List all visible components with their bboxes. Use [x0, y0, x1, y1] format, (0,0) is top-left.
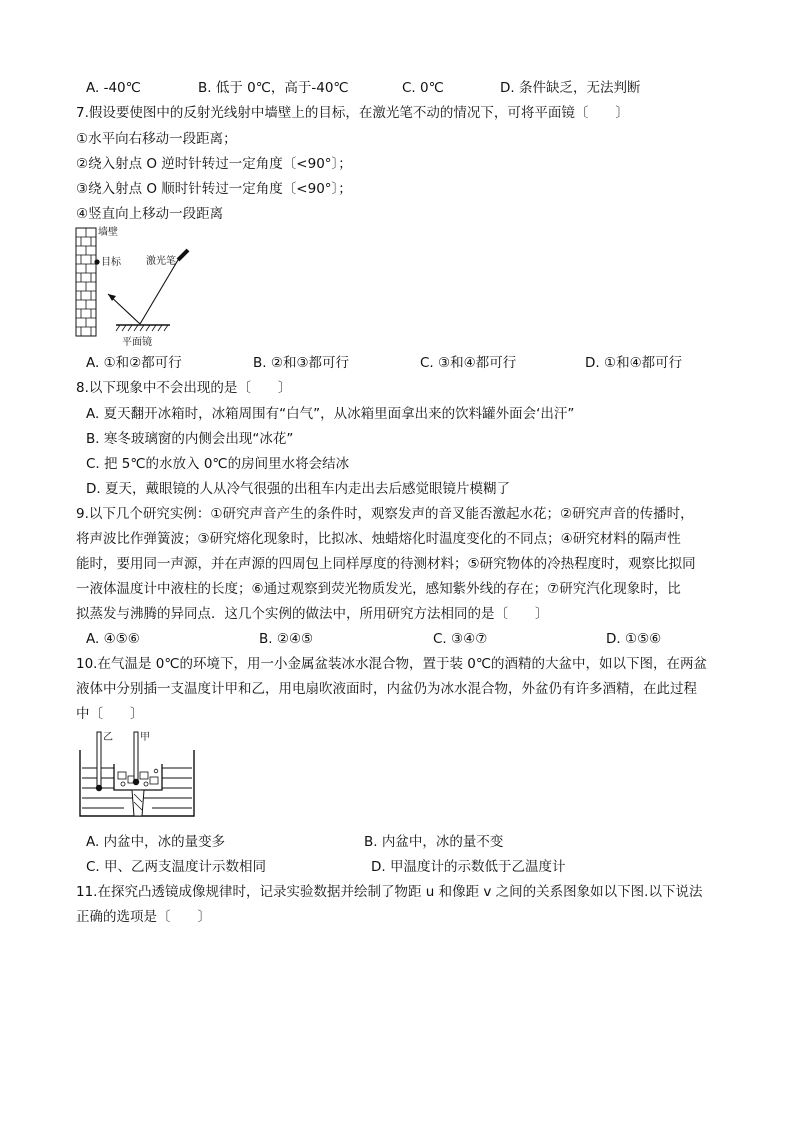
q7-item-1: ①水平向右移动一段距离；	[76, 131, 237, 147]
q10-line-2: 液体中分别插一支温度计甲和乙，用电扇吹液面时，内盆仍为冰水混合物，外盆仍有许多酒精，在此过程	[76, 681, 697, 697]
q8-option-b: B. 寒冬玻璃窗的内侧会出现“冰花”	[86, 431, 294, 447]
q11-line-1: 11.在探究凸透镜成像规律时，记录实验数据并绘制了物距 u 和像距 v 之间的关系图象如以下图.以下说法	[76, 884, 703, 900]
q11-line-2: 正确的选项是〔 〕	[76, 909, 211, 925]
q9-option-c: C. ③④⑦	[433, 631, 488, 647]
laser-label: 激光笔	[146, 256, 176, 267]
thermometer-b-bulb	[96, 785, 102, 791]
q7-option-b: B. ②和③都可行	[253, 355, 350, 371]
laser-pen-body	[178, 250, 188, 260]
q9-line-2: 将声波比作弹簧波；③研究熔化现象时，比拟冰、烛蜡熔化时温度变化的不同点；④研究材料的隔声性	[76, 531, 681, 547]
q7-item-2: ②绕入射点 O 逆时针转过一定角度〔<90°〕；	[76, 156, 352, 172]
mirror-label: 平面镜	[122, 337, 152, 348]
q10-option-c: C. 甲、乙两支温度计示数相同	[86, 859, 267, 875]
q7-option-a: A. ①和②都可行	[86, 355, 182, 371]
q9-line-1: 9.以下几个研究实例：①研究声音产生的条件时，观察发声的音叉能否激起水花；②研究声音的传播时，	[76, 506, 694, 522]
q9-line-5: 拟蒸发与沸腾的异同点．这几个实例的做法中，所用研究方法相同的是〔 〕	[76, 606, 549, 622]
thermometer-a-label: 甲	[140, 732, 150, 743]
q6-option-a: A. -40℃	[86, 80, 141, 96]
thermometer-a	[134, 732, 138, 782]
q9-line-4: 一液体温度计中液柱的长度；⑥通过观察到荧光物质发光，感知紫外线的存在；⑦研究汽化现象时，比	[76, 581, 681, 597]
q10-line-3: 中〔 〕	[76, 706, 144, 722]
stand	[132, 790, 144, 816]
q6-option-c: C. 0℃	[402, 80, 444, 96]
q8-stem: 8.以下现象中不会出现的是〔 〕	[76, 380, 292, 396]
q10-line-1: 10.在气温是 0℃的环境下，用一小金属盆装冰水混合物，置于装 0℃的酒精的大盆中，如以下图，在两盆	[76, 656, 708, 672]
mirror-hatch	[116, 325, 168, 331]
target-dot	[94, 259, 99, 264]
q7-option-c: C. ③和④都可行	[420, 355, 517, 371]
thermometer-b-label: 乙	[103, 732, 113, 743]
q6-option-d: D. 条件缺乏，无法判断	[500, 80, 641, 96]
q10-option-d: D. 甲温度计的示数低于乙温度计	[371, 859, 566, 875]
q7-item-3: ③绕入射点 O 顺时针转过一定角度〔<90°〕；	[76, 181, 352, 197]
q7-stem: 7.假设要使图中的反射光线射中墙壁上的目标，在激光笔不动的情况下，可将平面镜〔 〕	[76, 105, 629, 121]
wall-label: 墙壁	[98, 227, 118, 238]
q7-item-4: ④竖直向上移动一段距离	[76, 206, 224, 222]
q7-option-d: D. ①和④都可行	[585, 355, 683, 371]
thermometer-a-bulb	[133, 779, 139, 785]
thermometer-b	[97, 732, 101, 788]
q7-mirror-diagram	[74, 224, 204, 348]
q9-option-b: B. ②④⑤	[259, 631, 314, 647]
q10-basin-diagram	[76, 728, 200, 822]
q10-option-a: A. 内盆中，冰的量变多	[86, 834, 226, 850]
q9-line-3: 能时，要用同一声源，并在声源的四周包上同样厚度的待测材料；⑤研究物体的冷热程度时，观察比拟同	[76, 556, 696, 572]
q8-option-d: D. 夏天，戴眼镜的人从冷气很强的出租车内走出去后感觉眼镜片模糊了	[86, 481, 510, 497]
q10-option-b: B. 内盆中，冰的量不变	[364, 834, 504, 850]
q8-option-a: A. 夏天翻开冰箱时，冰箱周围有“白气”，从冰箱里面拿出来的饮料罐外面会‘出汗”	[86, 406, 575, 422]
q9-option-a: A. ④⑤⑥	[86, 631, 140, 647]
q8-option-c: C. 把 5℃的水放入 0℃的房间里水将会结冰	[86, 456, 350, 472]
incident-ray	[140, 260, 178, 324]
q6-option-b: B. 低于 0℃，高于-40℃	[198, 80, 349, 96]
target-label: 目标	[101, 257, 121, 268]
q9-option-d: D. ①⑤⑥	[606, 631, 662, 647]
